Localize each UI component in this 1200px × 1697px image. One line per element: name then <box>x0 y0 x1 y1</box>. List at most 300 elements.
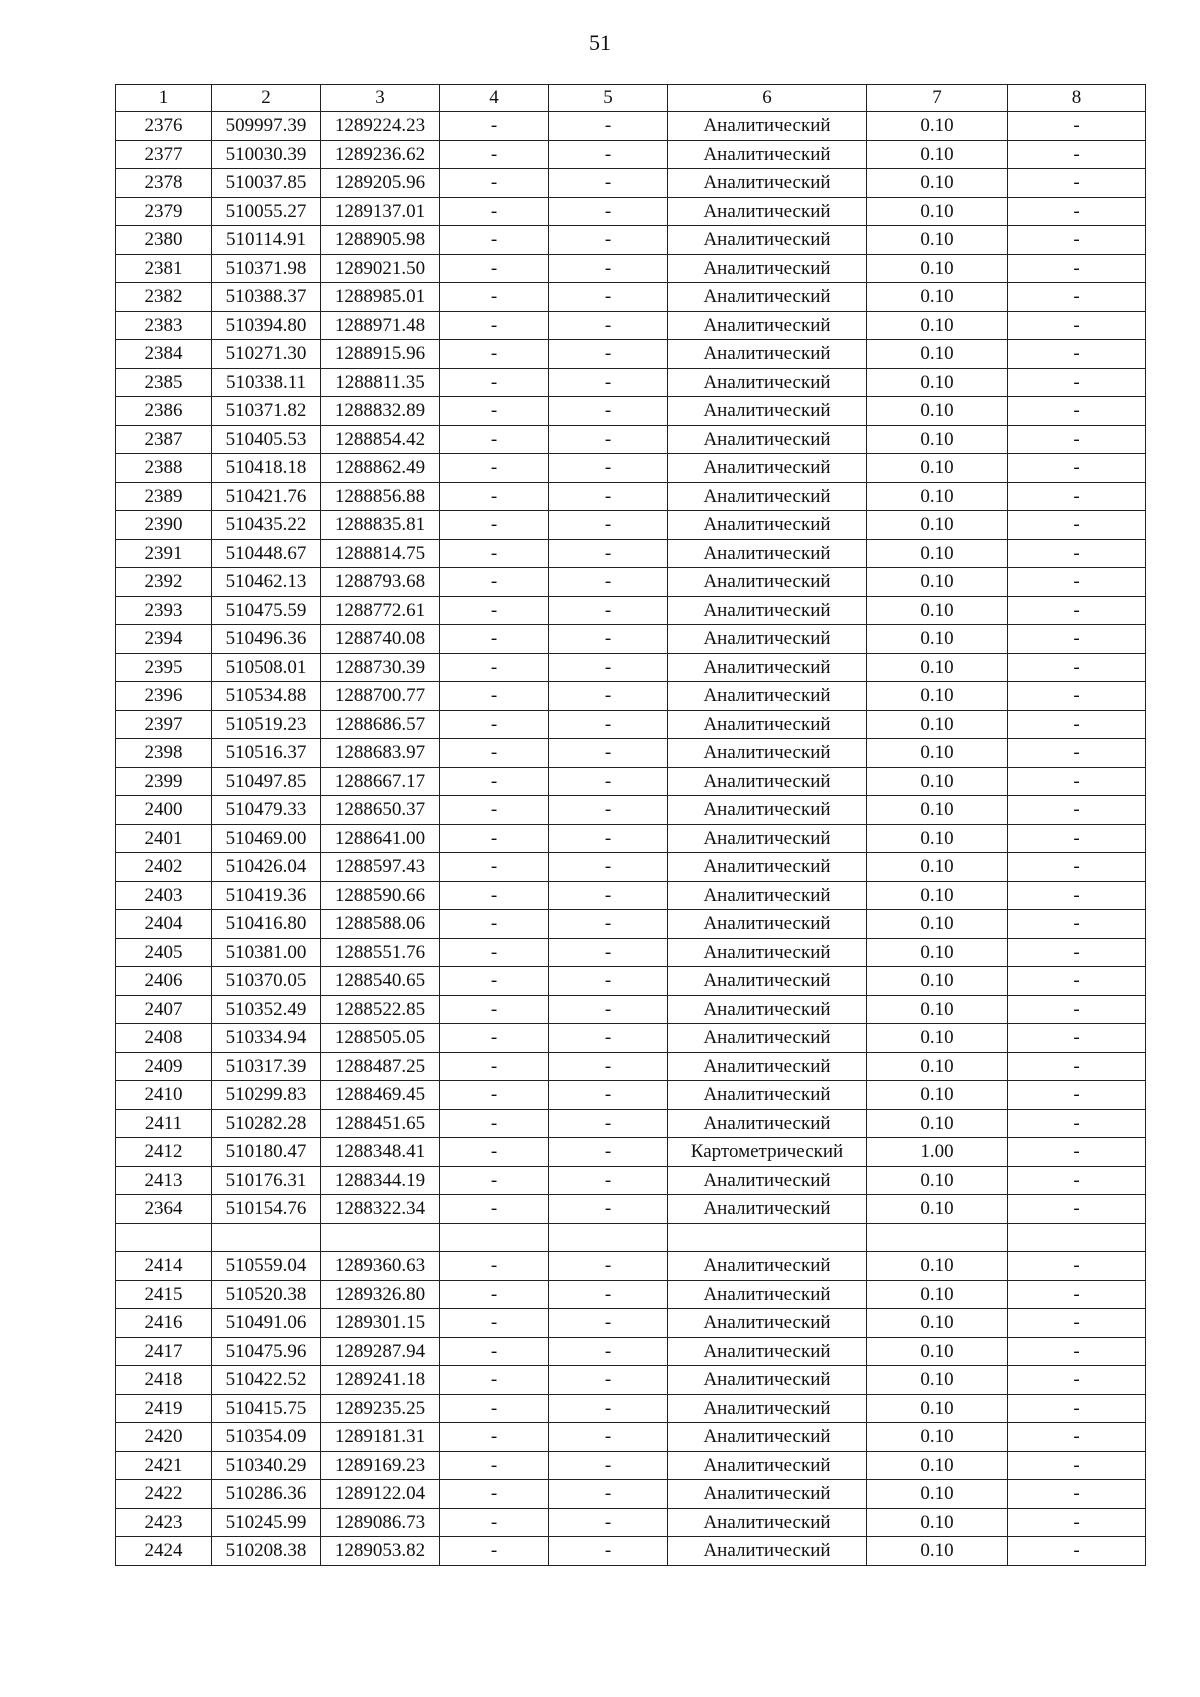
table-cell-col-7: 0.10 <box>867 1451 1008 1480</box>
table-cell-col-2: 510435.22 <box>212 511 321 540</box>
table-cell-col-3: 1288522.85 <box>321 995 440 1024</box>
table-cell-col-2: 509997.39 <box>212 112 321 141</box>
table-cell-col-4: - <box>440 425 549 454</box>
table-cell-col-7: 0.10 <box>867 1480 1008 1509</box>
table-cell-col-5: - <box>549 1138 668 1167</box>
table-cell-col-8: - <box>1008 1024 1146 1053</box>
table-cell-col-6: Аналитический <box>668 397 867 426</box>
table-cell-col-4: - <box>440 1109 549 1138</box>
table-cell-col-8: - <box>1008 682 1146 711</box>
table-cell-col-4: - <box>440 824 549 853</box>
table-cell-col-4: - <box>440 938 549 967</box>
table-cell-col-2: 510394.80 <box>212 311 321 340</box>
table-cell-col-8: - <box>1008 482 1146 511</box>
table-cell-col-6: Аналитический <box>668 1280 867 1309</box>
table-cell-col-1: 2394 <box>116 625 212 654</box>
table-cell-col-2: 510388.37 <box>212 283 321 312</box>
table-cell-col-5: - <box>549 682 668 711</box>
table-cell-col-6: Аналитический <box>668 140 867 169</box>
table-row <box>116 568 1146 597</box>
table-row <box>116 710 1146 739</box>
table-cell-col-8: - <box>1008 625 1146 654</box>
table-cell-col-2: 510114.91 <box>212 226 321 255</box>
table-cell-col-3: 1289122.04 <box>321 1480 440 1509</box>
table-cell-col-6: Аналитический <box>668 710 867 739</box>
table-row <box>116 368 1146 397</box>
table-cell-col-2: 510475.96 <box>212 1337 321 1366</box>
table-cell-col-1: 2413 <box>116 1166 212 1195</box>
table-cell-col-4: - <box>440 1309 549 1338</box>
table-cell-col-2: 510030.39 <box>212 140 321 169</box>
table-cell-col-2: 510559.04 <box>212 1252 321 1281</box>
table-row <box>116 1081 1146 1110</box>
table-cell-col-7: 1.00 <box>867 1138 1008 1167</box>
table-cell-col-6: Аналитический <box>668 824 867 853</box>
table-row <box>116 226 1146 255</box>
table-cell-col-6: Аналитический <box>668 1309 867 1338</box>
table-cell-col-3: 1288854.42 <box>321 425 440 454</box>
table-cell-col-7: 0.10 <box>867 767 1008 796</box>
table-cell-col-3: 1288588.06 <box>321 910 440 939</box>
table-cell-col-3: 1288971.48 <box>321 311 440 340</box>
table-cell-col-6: Аналитический <box>668 197 867 226</box>
table-cell-col-8: - <box>1008 425 1146 454</box>
table-cell-col-8: - <box>1008 1052 1146 1081</box>
table-cell-col-8: - <box>1008 539 1146 568</box>
table-cell-col-2: 510508.01 <box>212 653 321 682</box>
table-cell-col-6: Аналитический <box>668 682 867 711</box>
table-row <box>116 682 1146 711</box>
table-cell-col-3: 1289181.31 <box>321 1423 440 1452</box>
table-cell-col-4: - <box>440 1508 549 1537</box>
table-cell-col-5: - <box>549 397 668 426</box>
table-cell-col-4: - <box>440 511 549 540</box>
table-cell-col-3: 1289053.82 <box>321 1537 440 1566</box>
table-cell-col-5: - <box>549 881 668 910</box>
table-cell-col-4: - <box>440 311 549 340</box>
table-cell-col-1: 2411 <box>116 1109 212 1138</box>
table-cell-col-4: - <box>440 967 549 996</box>
table-cell-col-8: - <box>1008 368 1146 397</box>
table-cell-col-3: 1289169.23 <box>321 1451 440 1480</box>
table-cell-col-7: 0.10 <box>867 938 1008 967</box>
table-cell-col-1: 2403 <box>116 881 212 910</box>
table-cell-col-7: 0.10 <box>867 682 1008 711</box>
table-cell-col-8: - <box>1008 1280 1146 1309</box>
table-cell-col-2: 510371.98 <box>212 254 321 283</box>
table-cell-col-7: 0.10 <box>867 653 1008 682</box>
table-cell-col-2: 510405.53 <box>212 425 321 454</box>
table-cell-col-2: 510176.31 <box>212 1166 321 1195</box>
table-row <box>116 1337 1146 1366</box>
table-cell-col-3: 1288469.45 <box>321 1081 440 1110</box>
table-row <box>116 169 1146 198</box>
column-header-4: 4 <box>440 85 549 112</box>
table-cell-col-3: 1289205.96 <box>321 169 440 198</box>
table-cell-col-7: 0.10 <box>867 1166 1008 1195</box>
table-cell-col-1: 2402 <box>116 853 212 882</box>
table-row <box>116 482 1146 511</box>
table-cell-col-3: 1289086.73 <box>321 1508 440 1537</box>
table-cell-col-2: 510497.85 <box>212 767 321 796</box>
table-cell-col-7: 0.10 <box>867 254 1008 283</box>
table-cell-col-1: 2404 <box>116 910 212 939</box>
table-cell-col-6: Аналитический <box>668 1052 867 1081</box>
table-cell-col-6: Аналитический <box>668 1480 867 1509</box>
table-cell-col-5: - <box>549 1195 668 1224</box>
table-cell-col-6: Аналитический <box>668 1423 867 1452</box>
table-row <box>116 824 1146 853</box>
table-cell-col-4: - <box>440 1024 549 1053</box>
table-cell-col-6: Аналитический <box>668 1195 867 1224</box>
table-cell-col-6 <box>668 1223 867 1252</box>
table-cell-col-3: 1288487.25 <box>321 1052 440 1081</box>
table-cell-col-7: 0.10 <box>867 197 1008 226</box>
table-cell-col-4: - <box>440 454 549 483</box>
table-cell-col-5: - <box>549 482 668 511</box>
table-cell-col-2: 510340.29 <box>212 1451 321 1480</box>
table-cell-col-4: - <box>440 881 549 910</box>
table-cell-col-5: - <box>549 226 668 255</box>
table-cell-col-7: 0.10 <box>867 1109 1008 1138</box>
table-cell-col-8: - <box>1008 454 1146 483</box>
table-cell-col-8: - <box>1008 1166 1146 1195</box>
table-cell-col-2: 510479.33 <box>212 796 321 825</box>
table-cell-col-8: - <box>1008 881 1146 910</box>
table-cell-col-5: - <box>549 767 668 796</box>
table-cell-col-1: 2382 <box>116 283 212 312</box>
table-cell-col-2: 510462.13 <box>212 568 321 597</box>
table-cell-col-5: - <box>549 596 668 625</box>
table-row <box>116 1280 1146 1309</box>
table-cell-col-5: - <box>549 568 668 597</box>
table-cell-col-2: 510371.82 <box>212 397 321 426</box>
table-cell-col-8: - <box>1008 853 1146 882</box>
table-cell-col-3: 1288683.97 <box>321 739 440 768</box>
table-cell-col-2: 510282.28 <box>212 1109 321 1138</box>
table-cell-col-5: - <box>549 511 668 540</box>
table-cell-col-2: 510271.30 <box>212 340 321 369</box>
table-cell-col-4: - <box>440 1280 549 1309</box>
table-cell-col-4: - <box>440 767 549 796</box>
table-cell-col-8: - <box>1008 739 1146 768</box>
column-header-3: 3 <box>321 85 440 112</box>
table-cell-col-3: 1289241.18 <box>321 1366 440 1395</box>
table-cell-col-2: 510516.37 <box>212 739 321 768</box>
table-cell-col-5: - <box>549 454 668 483</box>
table-row <box>116 1052 1146 1081</box>
table-cell-col-5: - <box>549 1166 668 1195</box>
table-cell-col-5: - <box>549 739 668 768</box>
table-cell-col-4: - <box>440 1052 549 1081</box>
table-row <box>116 796 1146 825</box>
table-cell-col-6: Аналитический <box>668 596 867 625</box>
table-cell-col-6: Аналитический <box>668 454 867 483</box>
table-row <box>116 511 1146 540</box>
table-cell-col-8: - <box>1008 1138 1146 1167</box>
table-cell-col-3: 1288730.39 <box>321 653 440 682</box>
table-cell-col-6: Картометрический <box>668 1138 867 1167</box>
table-row <box>116 767 1146 796</box>
table-cell-col-3: 1288740.08 <box>321 625 440 654</box>
table-cell-col-5: - <box>549 169 668 198</box>
table-cell-col-4: - <box>440 169 549 198</box>
table-cell-col-4: - <box>440 254 549 283</box>
table-cell-col-8: - <box>1008 1537 1146 1566</box>
table-cell-col-7: 0.10 <box>867 539 1008 568</box>
table-cell-col-4: - <box>440 1537 549 1566</box>
table-cell-col-6: Аналитический <box>668 1337 867 1366</box>
table-row <box>116 1394 1146 1423</box>
table-body <box>116 112 1146 1566</box>
table-cell-col-4: - <box>440 1252 549 1281</box>
table-cell-col-5: - <box>549 995 668 1024</box>
table-row <box>116 1223 1146 1252</box>
table-cell-col-1: 2399 <box>116 767 212 796</box>
table-cell-col-1: 2390 <box>116 511 212 540</box>
table-cell-col-8: - <box>1008 1252 1146 1281</box>
table-cell-col-3: 1288348.41 <box>321 1138 440 1167</box>
table-cell-col-8: - <box>1008 340 1146 369</box>
table-row <box>116 140 1146 169</box>
table-cell-col-7: 0.10 <box>867 1394 1008 1423</box>
table-cell-col-8: - <box>1008 1337 1146 1366</box>
table-cell-col-1: 2385 <box>116 368 212 397</box>
table-cell-col-7: 0.10 <box>867 511 1008 540</box>
table-cell-col-7: 0.10 <box>867 967 1008 996</box>
table-cell-col-5: - <box>549 1394 668 1423</box>
table-cell-col-6: Аналитический <box>668 796 867 825</box>
table-cell-col-4: - <box>440 140 549 169</box>
table-cell-col-3: 1288344.19 <box>321 1166 440 1195</box>
table-cell-col-2: 510415.75 <box>212 1394 321 1423</box>
table-cell-col-1 <box>116 1223 212 1252</box>
table-cell-col-7: 0.10 <box>867 140 1008 169</box>
table-row <box>116 910 1146 939</box>
table-cell-col-7: 0.10 <box>867 568 1008 597</box>
table-cell-col-6: Аналитический <box>668 938 867 967</box>
table-cell-col-8: - <box>1008 767 1146 796</box>
table-cell-col-6: Аналитический <box>668 482 867 511</box>
table-cell-col-1: 2410 <box>116 1081 212 1110</box>
table-cell-col-3: 1288862.49 <box>321 454 440 483</box>
table-row <box>116 425 1146 454</box>
table-cell-col-8 <box>1008 1223 1146 1252</box>
table-cell-col-5: - <box>549 1024 668 1053</box>
table-cell-col-1: 2400 <box>116 796 212 825</box>
table-row <box>116 625 1146 654</box>
table-cell-col-8: - <box>1008 226 1146 255</box>
table-cell-col-1: 2401 <box>116 824 212 853</box>
table-cell-col-2: 510475.59 <box>212 596 321 625</box>
table-cell-col-8: - <box>1008 824 1146 853</box>
table-cell-col-7: 0.10 <box>867 625 1008 654</box>
table-cell-col-1: 2393 <box>116 596 212 625</box>
table-cell-col-4: - <box>440 853 549 882</box>
table-cell-col-3: 1289301.15 <box>321 1309 440 1338</box>
table-cell-col-6: Аналитический <box>668 539 867 568</box>
table-cell-col-2: 510426.04 <box>212 853 321 882</box>
table-row <box>116 881 1146 910</box>
table-cell-col-4: - <box>440 197 549 226</box>
table-cell-col-8: - <box>1008 1451 1146 1480</box>
table-cell-col-4: - <box>440 1366 549 1395</box>
table-cell-col-3: 1288590.66 <box>321 881 440 910</box>
table-cell-col-5: - <box>549 967 668 996</box>
table-cell-col-4: - <box>440 1195 549 1224</box>
table-cell-col-5: - <box>549 254 668 283</box>
table-cell-col-1: 2397 <box>116 710 212 739</box>
table-cell-col-8: - <box>1008 1508 1146 1537</box>
table-row <box>116 967 1146 996</box>
table-cell-col-6: Аналитический <box>668 254 867 283</box>
coordinates-table <box>115 84 1146 1566</box>
table-cell-col-8: - <box>1008 169 1146 198</box>
table-cell-col-7: 0.10 <box>867 1052 1008 1081</box>
table-cell-col-7: 0.10 <box>867 1423 1008 1452</box>
table-cell-col-5: - <box>549 796 668 825</box>
table-cell-col-3: 1288597.43 <box>321 853 440 882</box>
table-cell-col-6: Аналитический <box>668 910 867 939</box>
table-cell-col-2: 510491.06 <box>212 1309 321 1338</box>
table-cell-col-2: 510520.38 <box>212 1280 321 1309</box>
table-row <box>116 938 1146 967</box>
header-row <box>116 85 1146 112</box>
table-cell-col-4: - <box>440 226 549 255</box>
table-cell-col-7: 0.10 <box>867 1366 1008 1395</box>
table-cell-col-2: 510180.47 <box>212 1138 321 1167</box>
table-cell-col-3: 1288650.37 <box>321 796 440 825</box>
table-cell-col-5: - <box>549 112 668 141</box>
table-cell-col-6: Аналитический <box>668 283 867 312</box>
table-cell-col-3: 1288793.68 <box>321 568 440 597</box>
table-cell-col-6: Аналитический <box>668 226 867 255</box>
table-cell-col-2: 510317.39 <box>212 1052 321 1081</box>
table-cell-col-7: 0.10 <box>867 1309 1008 1338</box>
table-cell-col-5: - <box>549 311 668 340</box>
table-row <box>116 197 1146 226</box>
table-cell-col-4: - <box>440 539 549 568</box>
table-cell-col-2 <box>212 1223 321 1252</box>
table-cell-col-1: 2408 <box>116 1024 212 1053</box>
table-cell-col-5: - <box>549 425 668 454</box>
table-cell-col-8: - <box>1008 568 1146 597</box>
column-header-1: 1 <box>116 85 212 112</box>
table-cell-col-3: 1288505.05 <box>321 1024 440 1053</box>
table-cell-col-4: - <box>440 1451 549 1480</box>
table-cell-col-4: - <box>440 995 549 1024</box>
table-cell-col-3: 1288832.89 <box>321 397 440 426</box>
table-cell-col-2: 510037.85 <box>212 169 321 198</box>
table-cell-col-1: 2417 <box>116 1337 212 1366</box>
table-cell-col-7: 0.10 <box>867 1081 1008 1110</box>
table-cell-col-7: 0.10 <box>867 796 1008 825</box>
table-cell-col-4: - <box>440 1394 549 1423</box>
table-cell-col-7: 0.10 <box>867 368 1008 397</box>
table-cell-col-6: Аналитический <box>668 311 867 340</box>
table-cell-col-2: 510334.94 <box>212 1024 321 1053</box>
table-row <box>116 254 1146 283</box>
table-cell-col-5: - <box>549 653 668 682</box>
page-number: 51 <box>589 30 611 55</box>
table-cell-col-8: - <box>1008 197 1146 226</box>
column-header-2: 2 <box>212 85 321 112</box>
table-row <box>116 1366 1146 1395</box>
table-cell-col-8: - <box>1008 1394 1146 1423</box>
table-cell-col-6: Аналитический <box>668 1081 867 1110</box>
table-cell-col-5: - <box>549 1337 668 1366</box>
table-cell-col-8: - <box>1008 995 1146 1024</box>
table-cell-col-2: 510534.88 <box>212 682 321 711</box>
table-cell-col-6: Аналитический <box>668 995 867 1024</box>
table-cell-col-3: 1289224.23 <box>321 112 440 141</box>
table-cell-col-5: - <box>549 368 668 397</box>
table-row <box>116 1309 1146 1338</box>
table-row <box>116 311 1146 340</box>
table-row <box>116 539 1146 568</box>
table-cell-col-2: 510055.27 <box>212 197 321 226</box>
table-cell-col-4: - <box>440 910 549 939</box>
table-cell-col-2: 510370.05 <box>212 967 321 996</box>
table-cell-col-2: 510418.18 <box>212 454 321 483</box>
table-cell-col-7: 0.10 <box>867 739 1008 768</box>
table-cell-col-7: 0.10 <box>867 1195 1008 1224</box>
table-cell-col-6: Аналитический <box>668 568 867 597</box>
table-cell-col-2: 510338.11 <box>212 368 321 397</box>
table-cell-col-6: Аналитический <box>668 112 867 141</box>
table-cell-col-1: 2398 <box>116 739 212 768</box>
table-cell-col-3: 1289236.62 <box>321 140 440 169</box>
table-cell-col-3: 1288686.57 <box>321 710 440 739</box>
table-cell-col-1: 2422 <box>116 1480 212 1509</box>
table-cell-col-4: - <box>440 625 549 654</box>
table-cell-col-7: 0.10 <box>867 397 1008 426</box>
table-cell-col-6: Аналитический <box>668 767 867 796</box>
table-row <box>116 653 1146 682</box>
table-cell-col-3: 1289360.63 <box>321 1252 440 1281</box>
table-cell-col-2: 510421.76 <box>212 482 321 511</box>
table-cell-col-6: Аналитический <box>668 1394 867 1423</box>
table-cell-col-2: 510448.67 <box>212 539 321 568</box>
table-cell-col-5: - <box>549 1423 668 1452</box>
table-cell-col-7: 0.10 <box>867 824 1008 853</box>
table-cell-col-7: 0.10 <box>867 995 1008 1024</box>
table-cell-col-5: - <box>549 283 668 312</box>
table-cell-col-8: - <box>1008 511 1146 540</box>
table-cell-col-6: Аналитический <box>668 967 867 996</box>
table-row <box>116 112 1146 141</box>
table-cell-col-6: Аналитический <box>668 1166 867 1195</box>
table-cell-col-1: 2418 <box>116 1366 212 1395</box>
table-cell-col-3: 1288915.96 <box>321 340 440 369</box>
table-cell-col-7: 0.10 <box>867 1508 1008 1537</box>
table-row <box>116 1109 1146 1138</box>
table-cell-col-1: 2364 <box>116 1195 212 1224</box>
table-cell-col-4: - <box>440 653 549 682</box>
table-cell-col-3: 1289137.01 <box>321 197 440 226</box>
table-cell-col-4: - <box>440 283 549 312</box>
table-cell-col-1: 2423 <box>116 1508 212 1537</box>
table-cell-col-3: 1288856.88 <box>321 482 440 511</box>
table-cell-col-7: 0.10 <box>867 710 1008 739</box>
column-header-6: 6 <box>668 85 867 112</box>
table-cell-col-8: - <box>1008 1109 1146 1138</box>
table-cell-col-4: - <box>440 568 549 597</box>
table-row <box>116 397 1146 426</box>
table-cell-col-4: - <box>440 1423 549 1452</box>
table-cell-col-6: Аналитический <box>668 1537 867 1566</box>
table-cell-col-5: - <box>549 910 668 939</box>
